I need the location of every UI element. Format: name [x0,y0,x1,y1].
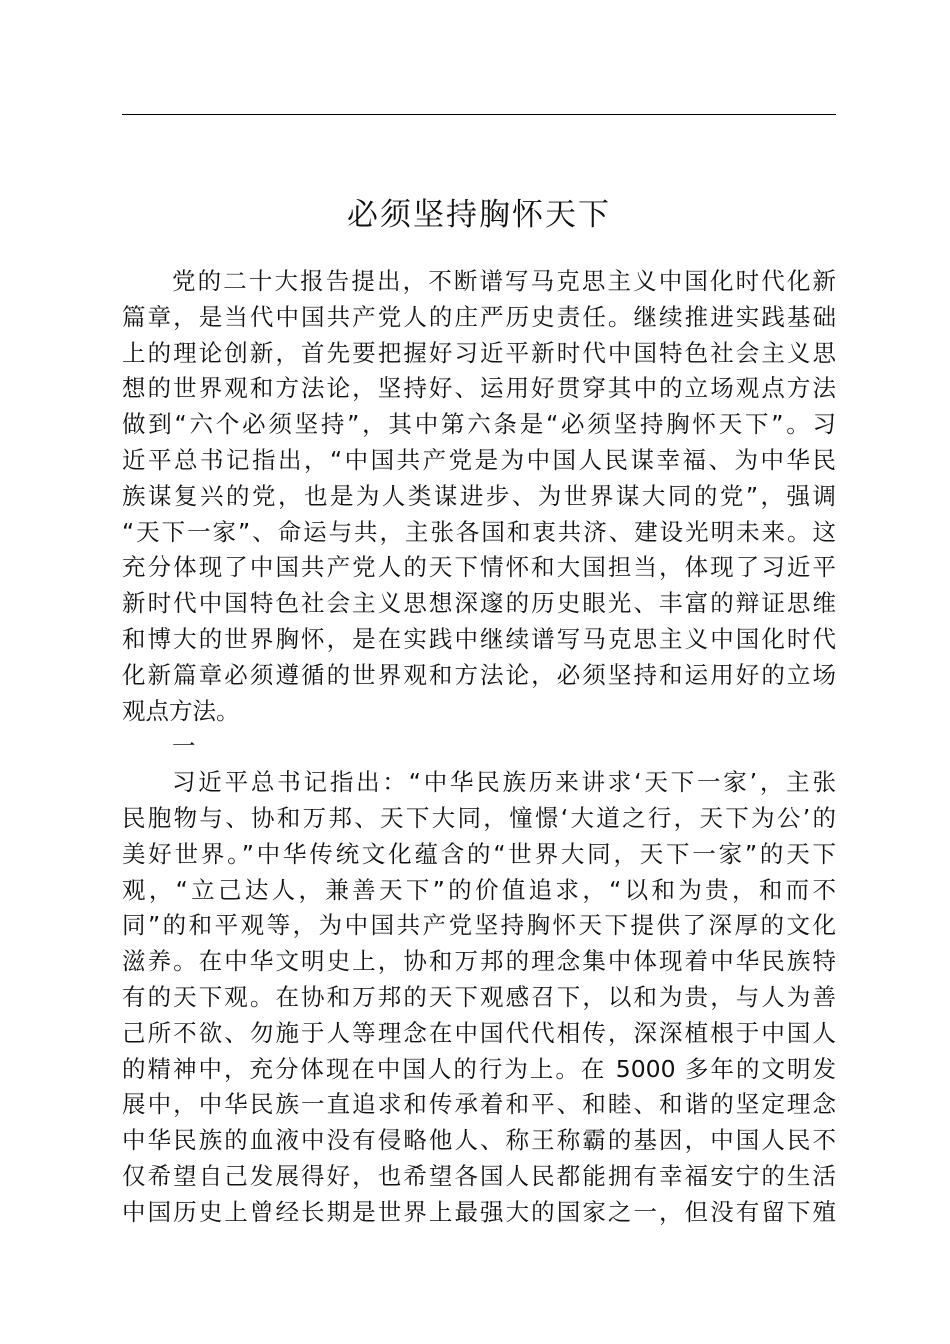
text-line: 观点方法。 [122,696,240,725]
text-line: 展中，中华民族一直追求和传承着和平、和睦、和谐的坚定理念 [122,1090,836,1119]
document-title: 必须坚持胸怀天下 [347,196,611,233]
header-rule [122,114,836,115]
text-line: 篇章，是当代中国共产党人的庄严历史责任。继续推进实践基础 [122,302,836,331]
section-number: 一 [172,732,196,761]
text-line: 民胞物与、协和万邦、天下大同，憧憬‘大道之行，天下为公’的 [122,803,836,832]
text-line: “天下一家”、命运与共，主张各国和衷共济、建设光明未来。这 [122,517,836,546]
document-body [122,264,836,1231]
text-line: 观，“立己达人，兼善天下”的价值追求，“以和为贵，和而不 [122,875,836,904]
text-line: 近平总书记指出，“中国共产党是为中国人民谋幸福、为中华民 [122,445,836,474]
text-line: 做到“六个必须坚持”，其中第六条是“必须坚持胸怀天下”。习 [122,410,836,439]
text-line: 同”的和平观等，为中国共产党坚持胸怀天下提供了深厚的文化 [122,911,836,940]
text-line: 有的天下观。在协和万邦的天下观感召下，以和为贵，与人为善 [122,982,836,1011]
text-line: 美好世界。”中华传统文化蕴含的“世界大同，天下一家”的天下 [122,839,836,868]
text-line: 充分体现了中国共产党人的天下情怀和大国担当，体现了习近平 [122,553,836,582]
text-line: 上的理论创新，首先要把握好习近平新时代中国特色社会主义思 [122,338,836,367]
text-line: 党的二十大报告提出，不断谱写马克思主义中国化时代化新 [172,267,836,295]
text-line: 中国历史上曾经长期是世界上最强大的国家之一，但没有留下殖 [122,1197,836,1226]
text-line: 和博大的世界胸怀，是在实践中继续谱写马克思主义中国化时代 [122,624,836,653]
text-line: 仅希望自己发展得好，也希望各国人民都能拥有幸福安宁的生活 [122,1161,836,1190]
text-line: 习近平总书记指出：“中华民族历来讲求‘天下一家’，主张 [172,768,836,797]
text-line: 新时代中国特色社会主义思想深邃的历史眼光、丰富的辩证思维 [122,589,836,618]
text-line: 中华民族的血液中没有侵略他人、称王称霸的基因，中国人民不 [122,1126,836,1155]
text-line: 化新篇章必须遵循的世界观和方法论，必须坚持和运用好的立场 [122,660,836,689]
text-line: 己所不欲、勿施于人等理念在中国代代相传，深深植根于中国人 [122,1018,836,1047]
text-line: 的精神中，充分体现在中国人的行为上。在 5000 多年的文明发 [122,1054,836,1083]
text-line: 族谋复兴的党，也是为人类谋进步、为世界谋大同的党”，强调 [122,481,836,510]
text-line: 滋养。在中华文明史上，协和万邦的理念集中体现着中华民族特 [122,947,836,976]
text-line: 想的世界观和方法论，坚持好、运用好贯穿其中的立场观点方法 [122,374,836,403]
